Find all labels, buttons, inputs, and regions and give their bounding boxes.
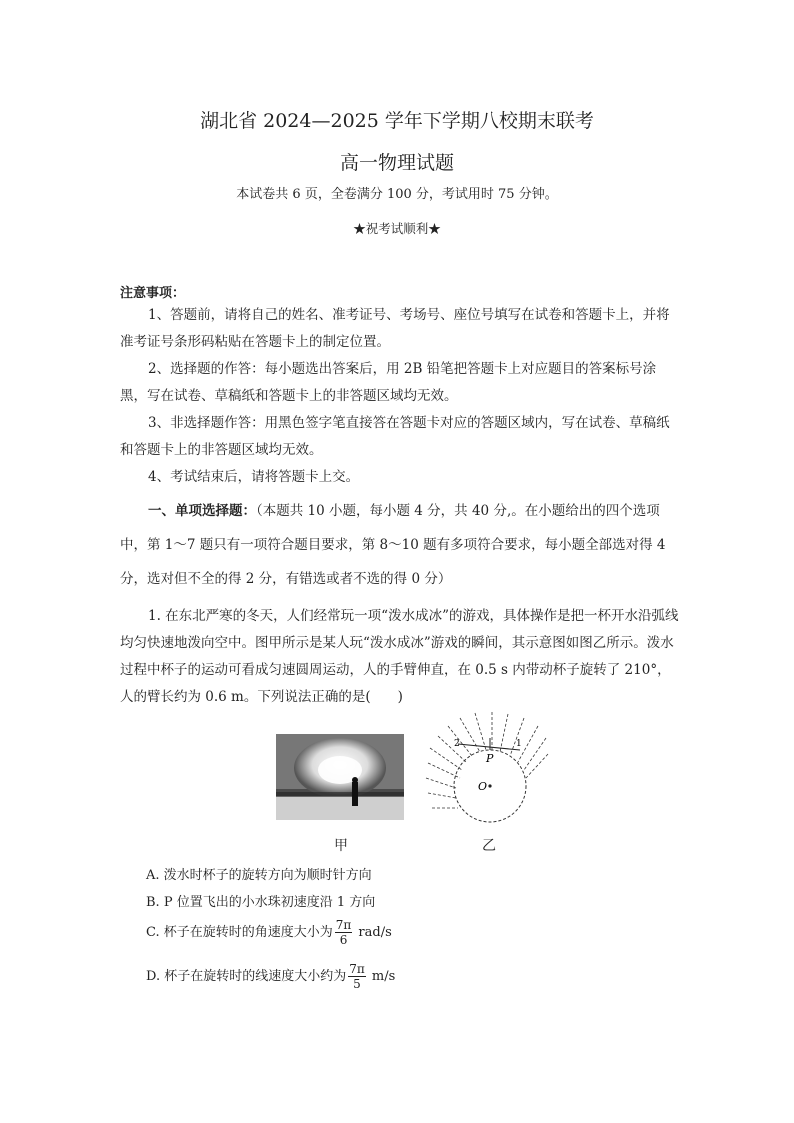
notes-heading: 注意事项： xyxy=(120,286,186,301)
label-o: O xyxy=(478,780,488,793)
section-instructions xyxy=(120,494,680,596)
option-c-fraction: $\frac{7\pi}{6}$ xyxy=(335,918,352,947)
option-c: C. 杯子在旋转时的角速度大小为 $\frac{7\pi}{6}$ rad/s xyxy=(146,918,392,947)
exam-title: 湖北省 2024—2025 学年下学期八校期末联考 xyxy=(200,110,594,132)
label-p: P xyxy=(486,752,494,765)
section-text: （本题共 10 小题，每小题 4 分，共 40 分,。在小题给出的四个选项中，第 1～7 题只有一项符合题目要求，第 8～10 题有多项符合要求，每小题全部选对得 4 分，选对但不全的得 2 分，有错选或者不选的得 0 分） xyxy=(120,503,666,587)
option-a: A. 泼水时杯子的旋转方向为顺时针方向 xyxy=(146,868,372,883)
note-item-4: 4、考试结束后，请将答题卡上交。 xyxy=(148,469,360,485)
option-b: B. P 位置飞出的小水珠初速度沿 1 方向 xyxy=(146,895,376,910)
exam-info: 本试卷共 6 页，全卷满分 100 分，考试用时 75 分钟。 xyxy=(236,187,558,202)
caption-a: 甲 xyxy=(334,838,348,854)
exam-subtitle: 高一物理试题 xyxy=(339,152,454,174)
exam-wish: ★祝考试顺利★ xyxy=(353,221,441,236)
option-d-fraction: $\frac{7\pi}{5}$ xyxy=(349,962,365,991)
label-1: 1 xyxy=(516,739,522,749)
note-item-1: 1、答题前，请将自己的姓名、准考证号、考场号、座位号填写在试卷和答题卡上，并将准考证号条形码粘贴在答题卡上的制定位置。 xyxy=(120,307,670,350)
label-2: 2 xyxy=(454,739,460,749)
figure-a-photo xyxy=(276,734,404,820)
question-1-stem: 1. 在东北严寒的冬天，人们经常玩一项“泼水成冰”的游戏，具体操作是把一杯开水沿弧线均匀快速地泼向空中。图甲所示是某人玩“泼水成冰”游戏的瞬间，其示意图如图乙所示。泼水过程中杯子的运动可看成匀速圆周运动，人的手臂伸直，在 0.5 s 内带动杯子旋转了 210°，人的臂长约为 0.6 m。下列说法正确的是( ) xyxy=(120,608,679,705)
option-d: D. 杯子在旋转时的线速度大小约为 $\frac{7\pi}{5}$ m/s xyxy=(146,962,396,991)
caption-b: 乙 xyxy=(482,838,496,854)
figure-b-diagram xyxy=(420,708,550,828)
note-item-3: 3、非选择题作答：用黑色签字笔直接答在答题卡对应的答题区域内，写在试卷、草稿纸和答题卡上的非答题区域均无效。 xyxy=(120,415,670,458)
section-heading: 一、单项选择题： xyxy=(148,503,256,519)
note-item-2: 2、选择题的作答：每小题选出答案后，用 2B 铅笔把答题卡上对应题目的答案标号涂黑，写在试卷、草稿纸和答题卡上的非答题区域均无效。 xyxy=(120,361,657,404)
